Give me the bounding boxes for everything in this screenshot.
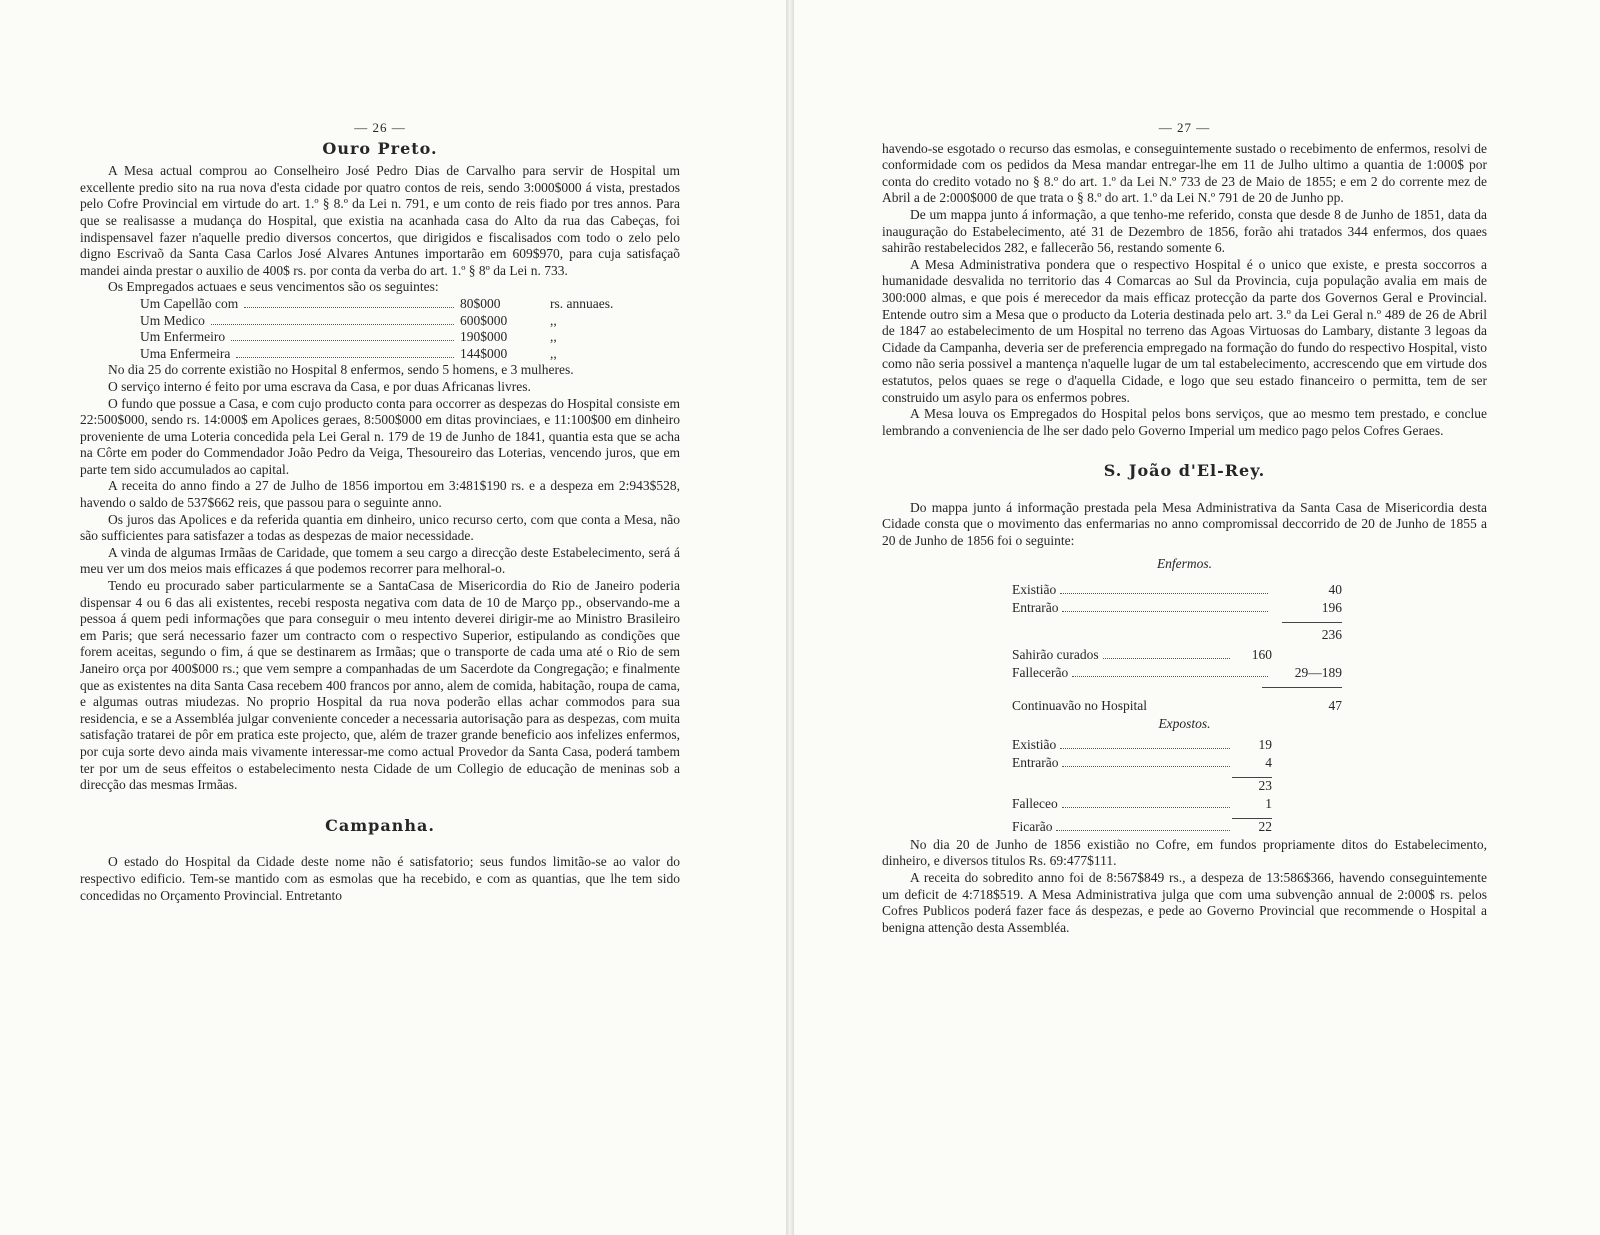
enfermos-heading: Enfermos. — [1156, 555, 1213, 571]
book-gutter — [786, 0, 794, 1235]
paragraph: A Mesa actual comprou ao Conselheiro José Pedro Dias de Carvalho para servir de Hospital um excellente predio sito na rua nova d'esta cidade por quatro contos de reis, sendo 3:000$000 á vista, prestados pelo Cofre Provincial em virtude do art. 1.º § 8.º da Lei n. 791, e um conto de reis fiado por tres annos. Para que se realisasse a mudança do Hospital, que existia na acanhada casa do Alto da rua das Cabeças, foi indispensavel fazer n'aquelle predio diversos concertos, que dirigidos e fiscalisados com todo o zelo pelo digno Escrivaõ da Santa Casa Carlos José Alvares Antunes importarão em 609$970, para cuja satisfaçaõ mandei ainda prestar o auxilio de 400$ rs. por conta da verba do art. 1.º § 8º da Lei n. 733. — [80, 163, 680, 278]
salary-row: Um Capellão com 80$000 rs. annuaes. — [140, 295, 614, 311]
table-total: 23 — [1258, 777, 1272, 793]
expostos-table — [1012, 737, 1272, 837]
salary-list — [140, 296, 620, 362]
paragraph: O estado do Hospital da Cidade deste nome não é satisfatorio; seus fundos limitão-se ao valor do respectivo edificio. Tem-se mantido com as esmolas que ha recebido, e com as quantias, que lhe tem sido concedidas no Orçamento Provincial. Entretanto — [80, 854, 680, 903]
table-row: Existião 40 — [1012, 582, 1342, 598]
paragraph: O fundo que possue a Casa, e com cujo producto conta para occorrer as despezas do Hospital consiste em 22:500$000, sendo rs. 14:000$ em Apolices geraes, 8:500$000 em ditas provinciaes, e 11:100$00 em dinheiro proveniente de uma Loteria concedida pela Lei Geral n. 179 de 19 de Junho de 1841, quantia esta que se acha na Côrte em poder do Commendador João Pedro da Veiga, Thesoureiro das Loterias, vencendo juros, que em parte tem sido accumulados ao capital. — [80, 395, 680, 477]
table-row: Falleceo 1 — [1012, 795, 1272, 811]
table-row: Fallecerão 29—189 — [1012, 665, 1342, 681]
right-page — [794, 0, 1600, 1235]
section-title-campanha: Campanha. — [325, 815, 435, 835]
paragraph: havendo-se esgotado o recurso das esmolas, e conseguintemente sustado o recebimento de enfermos, resolvi de conformidade com os pedidos da Mesa mandar entregar-lhe em 11 de Julho ultimo a quantia de 1:000$ por conta do credito votado no § 8.º do art. 1.º da Lei N.º 733 de 23 de Maio de 1855; e em 2 do corrente mez de Abril a de 2:000$000 de que trata o § 8.º do art. 1.º da Lei N.º 791 de 20 de Junho pp. — [882, 140, 1487, 206]
section-title-ouro-preto: Ouro Preto. — [322, 138, 438, 158]
table-total: 236 — [1321, 626, 1342, 642]
paragraph: A receita do sobredito anno foi de 8:567$849 rs., a despeza de 13:586$366, havendo conseguintemente um deficit de 4:718$519. A Mesa Administrativa julga que com uma subvenção annual de 2:000$ rs. pelos Cofres Publicos poderá fazer face ás despezas, e pede ao Governo Provincial que recommende o Hospital a benigna attenção desta Assembléa. — [882, 870, 1487, 935]
paragraph: A Mesa Administrativa pondera que o respectivo Hospital é o unico que existe, e presta soccorros a humanidade desvalida no territorio das 4 Comarcas ao Sul da Provincia, cuja população avalia em mais de 300:000 almas, e que pois é merecedor da mais efficaz protecção da parte dos Governos Geral e Provincial. Entende outro sim a Mesa que o producto da Loteria destinada pelo art. 3.º da Lei Geral n.º 489 de 26 de Abril de 1847 ao estabelecimento de um Hospital no terreno das Agoas Virtuosas do Lambary, distante 3 legoas da Cidade da Campanha, deveria ser de preferencia empregado na formação do fundo do respectivo Hospital, visto como não seria possivel a mantença n'aquelle lugar de um tal estabelecimento, accrescendo que em virtude dos estatutos, pelos quaes se rege o d'aquella Cidade, e logo que seu estado financeiro o permitta, tem de ser construido um asylo para os enfermos pobres. — [882, 256, 1487, 405]
left-page-text — [80, 120, 680, 904]
paragraph: O serviço interno é feito por uma escrava da Casa, e por duas Africanas livres. — [108, 378, 531, 394]
section-title-sao-joao-del-rey: S. João d'El-Rey. — [1103, 461, 1266, 481]
paragraph: No dia 20 de Junho de 1856 existião no Cofre, em fundos propriamente ditos do Estabelecimento, dinheiro, e diversos titulos Rs. 69:477$111. — [882, 836, 1487, 869]
salary-row: Um Enfermeiro 190$000 ,, — [140, 329, 557, 345]
page-number: — 26 — — [354, 120, 406, 135]
paragraph: A receita do anno findo a 27 de Julho de 1856 importou em 3:481$190 rs. e a despeza em 2:943$528, havendo o saldo de 537$662 reis, que passou para o seguinte anno. — [80, 478, 680, 511]
paragraph: Do mappa junto á informação prestada pela Mesa Administrativa da Santa Casa de Misericordia desta Cidade consta que o movimento das enfermarias no anno compromissal deccorrido de 20 de Junho de 1855 a 20 de Junho de 1856 foi o seguinte: — [882, 499, 1487, 549]
paragraph: De um mappa junto á informação, a que tenho-me referido, consta que desde 8 de Junho de 1851, data da inauguração do Estabelecimento, até 31 de Dezembro de 1856, forão ahi tratados 344 enfermos, dos quaes sahirão restabelecidos 282, e fallecerão 56, restando somente 6. — [882, 206, 1487, 256]
table-row: Existião 19 — [1012, 736, 1272, 752]
paragraph: No dia 25 do corrente existião no Hospital 8 enfermos, sendo 5 homens, e 3 mulheres. — [108, 362, 574, 378]
table-row: Entrarão 4 — [1012, 754, 1272, 770]
salaries-intro: Os Empregados actuaes e seus vencimentos são os seguintes: — [108, 279, 439, 295]
left-page — [0, 0, 786, 1235]
paragraph: A vinda de algumas Irmãas de Caridade, que tomem a seu cargo a direcção deste Estabelecimento, será á meu ver um dos meios mais efficazes á que podemos recorrer para melhoral-o. — [80, 544, 680, 577]
table-row: Continuavão no Hospital 47 — [1012, 698, 1342, 714]
page-number: — 27 — — [1158, 120, 1211, 135]
right-page-text — [882, 120, 1487, 936]
paragraph: A Mesa louva os Empregados do Hospital pelos bons serviços, que ao mesmo tem prestado, e conclue lembrando a conveniencia de lhe ser dado pelo Governo Imperial um medico pago pelos Cofres Geraes. — [882, 406, 1487, 438]
paragraph: Os juros das Apolices e da referida quantia em dinheiro, unico recurso certo, com que conta a Mesa, não são sufficientes para satisfazer a todas as despezas de maior necessidade. — [80, 511, 680, 544]
table-row: Ficarão 22 — [1012, 818, 1272, 834]
table-row: Sahirão curados 160 — [1012, 647, 1272, 663]
enfermos-table — [1012, 582, 1342, 716]
table-row: Entrarão 196 — [1012, 600, 1342, 616]
paragraph: Tendo eu procurado saber particularmente se a SantaCasa de Misericordia do Rio de Janeiro poderia dispensar 4 ou 6 das ali existentes, recebi resposta negativa com data de 10 de Março pp., observando-me a pessoa á quem pedi informações que para conseguir o meu intento deverei dirigir-me ao Ministro Brasileiro em Paris; que será necessario fazer um contracto com o respectivo Superior, estipulando as condições que forem aceitas, segundo o fim, á que se destinarem as Irmãas; que o transporte de cada uma até o Rio de sem Janeiro orça por 400$000 rs.; que vem sempre a companhadas de um Sacerdote da Congregação; e finalmente que as existentes na dita Santa Casa recebem 400 francos por anno, alem de comida, habitação, roupa de cama, e algumas outras miudezas. No proprio Hospital da rua nova poderão ellas achar commodos para sua residencia, e se a Assembléa julgar conveniente conceder a necessaria autorisação para as despezas, com muita satisfação tratarei de pôr em pratica este projecto, que, além de trazer grande beneficio aos infelizes enfermos, por cuja sorte devo ainda mais vivamente interessar-me como actual Provedor da Santa Casa, poderá tambem ter por um de seus effeitos o estabelecimento nesta Cidade de um Collegio de educação de meninas sob a direcção das mesmas Irmãas. — [80, 578, 680, 793]
salary-row: Uma Enfermeira 144$000 ,, — [140, 345, 557, 361]
expostos-heading: Expostos. — [1158, 716, 1211, 732]
salary-row: Um Medico 600$000 ,, — [140, 312, 557, 328]
